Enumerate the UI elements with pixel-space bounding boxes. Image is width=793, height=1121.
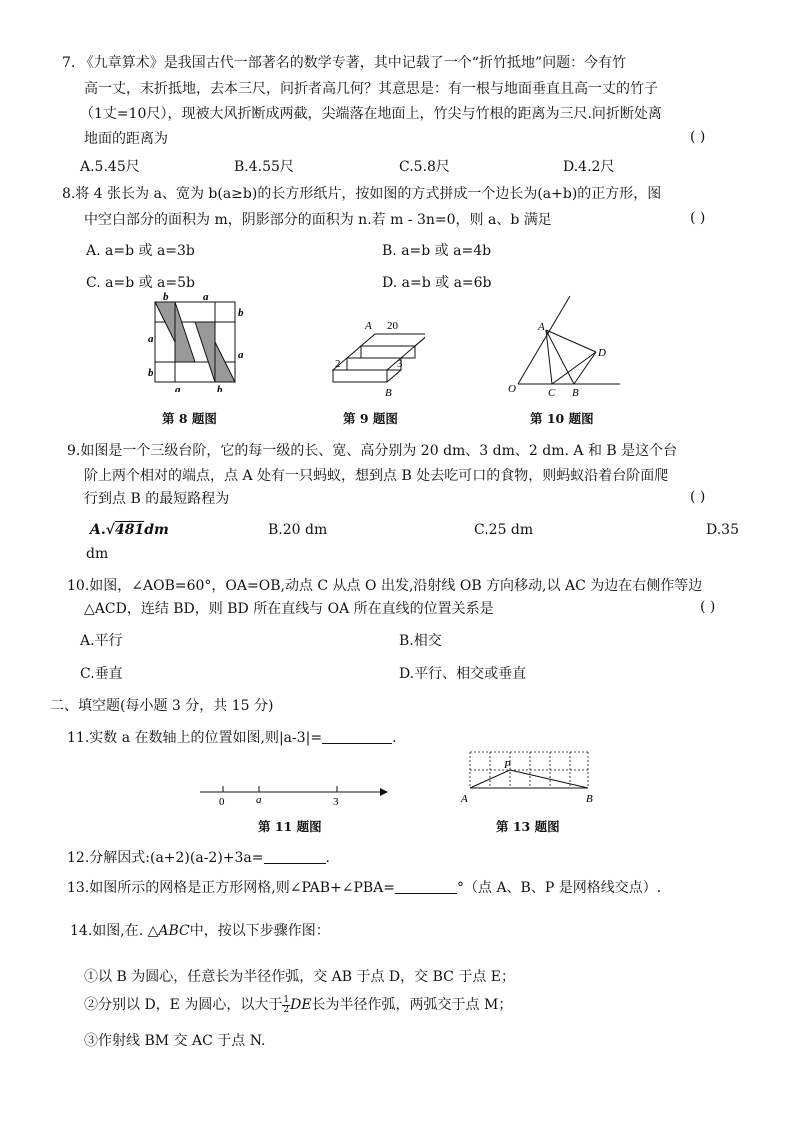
q9-option-d: D.35	[706, 522, 739, 538]
q11-prompt: 11.实数 a 在数轴上的位置如图,则|a-3|=	[67, 730, 323, 746]
q8-option-c: C. a=b 或 a=5b	[86, 275, 195, 291]
q10-option-b: B.相交	[399, 633, 442, 649]
q14-step2-prefix: ②分别以 D，E 为圆心，以大于	[84, 997, 283, 1013]
fig8-shaded-triangle	[195, 322, 215, 382]
q14-step2-suffix: 长为半径作弧，两弧交于点 M；	[311, 997, 513, 1013]
q12-end: .	[325, 850, 330, 866]
fig11-arrow	[380, 788, 388, 796]
q7-line-2: 高一丈，末折抵地，去本三尺，问折者高几何？其意思是：有一根与地面垂直且高一丈的竹子	[84, 81, 658, 97]
fig13-label-p: P	[504, 759, 511, 771]
q8-answer-paren: ( )	[690, 210, 706, 226]
q10-option-c: C.垂直	[80, 666, 123, 682]
q8-line-1: 8.将 4 张长为 a、宽为 b(a≥b)的长方形纸片，按如图的方式拼成一个边长为(a+b)的正方形，图	[62, 186, 662, 202]
fig9-label-a: A	[365, 320, 372, 332]
q12-text	[67, 848, 330, 868]
q9-option-d-unit: dm	[86, 546, 109, 562]
fig8-label: a	[148, 333, 154, 345]
q7-line-4: 地面的距离为	[84, 131, 168, 147]
q14-intro	[70, 921, 330, 941]
figure-11	[195, 780, 395, 810]
q7-option-d: D.4.2尺	[563, 159, 615, 175]
q10-answer-paren: ( )	[700, 599, 716, 615]
q14-step-1: ①以 B 为圆心，任意长为半径作弧，交 AB 于点 D，交 BC 于点 E；	[84, 969, 515, 985]
fig8-label: b	[148, 367, 154, 379]
fig9-label-2: 2	[335, 358, 341, 370]
fig11-label: a	[256, 794, 262, 806]
q9-line-2: 阶上两个相对的端点，点 A 处有一只蚂蚁，想到点 B 处去吃可口的食物，则蚂蚁沿着台阶面爬	[84, 468, 669, 484]
fig11-label: 3	[333, 796, 339, 808]
fig10-label-a: A	[538, 321, 545, 333]
fig8-caption: 第 8 题图	[162, 411, 217, 426]
sqrt-icon: √	[105, 522, 115, 538]
q8-line-2: 中空白部分的面积为 m，阴影部分的面积为 n.若 m - 3n=0，则 a、b 满足	[84, 212, 552, 228]
fig9-label-20: 20	[387, 320, 398, 332]
q7-line-1: 7. 《九章算术》是我国古代一部著名的数学专著，其中记载了一个“折竹抵地”问题：今有竹	[62, 55, 627, 71]
q11-end: .	[392, 730, 397, 746]
q10-option-a: A.平行	[80, 633, 123, 649]
fig8-label: a	[175, 384, 181, 392]
q14-fraction-num: 1	[283, 994, 290, 1005]
q10-line-2: △ACD，连结 BD，则 BD 所在直线与 OA 所在直线的位置关系是	[84, 601, 494, 617]
q8-option-a: A. a=b 或 a=3b	[86, 243, 195, 259]
q14-fraction-den: 2	[283, 1004, 290, 1015]
q9-option-a-unit: dm	[144, 522, 169, 538]
q11-text	[67, 728, 397, 748]
fig10-label-c: C	[548, 387, 556, 399]
q14-step-3: ③作射线 BM 交 AC 于点 N.	[84, 1033, 266, 1049]
fig8-label: b	[238, 307, 244, 319]
q9-line-3: 行到点 B 的最短路程为	[84, 491, 230, 507]
q9-line-1: 9.如图是一个三级台阶，它的每一级的长、宽、高分别为 20 dm、3 dm、2 dm. A 和 B 是这个台	[67, 443, 678, 459]
q14-step-2	[84, 995, 512, 1015]
q7-option-c: C.5.8尺	[399, 159, 450, 175]
q9-option-b: B.20 dm	[268, 522, 328, 538]
fig9-label-3: 3	[397, 358, 403, 370]
q14-triangle: △ABC	[147, 923, 190, 939]
q8-option-b: B. a=b 或 a=4b	[382, 243, 492, 259]
fig13-caption: 第 13 题图	[496, 819, 560, 834]
fig13-label-b: B	[586, 793, 593, 805]
figure-8	[145, 292, 255, 392]
fig13-pb	[510, 770, 588, 788]
section2-title: 二、填空题(每小题 3 分，共 15 分)	[50, 698, 274, 714]
q12-prompt: 12.分解因式:(a+2)(a-2)+3a=	[67, 850, 264, 866]
q7-option-b: B.4.55尺	[234, 159, 294, 175]
fig8-label: a	[238, 349, 244, 361]
fig10-label-o: O	[508, 383, 516, 395]
fig10-lines	[518, 296, 620, 384]
q12-answer-blank[interactable]	[264, 849, 326, 864]
fig11-label: 0	[219, 796, 225, 808]
fig8-label: b	[163, 292, 169, 303]
q13-answer-blank[interactable]	[395, 879, 457, 894]
q9-option-c: C.25 dm	[474, 522, 534, 538]
fig13-grid	[470, 752, 588, 788]
q10-line-1: 10.如图，∠AOB=60°，OA=OB,动点 C 从点 O 出发,沿射线 OB 方向移动,以 AC 为边在右侧作等边	[67, 578, 703, 594]
figure-10	[500, 292, 625, 400]
fig8-label: a	[203, 292, 209, 303]
fig10-label-d: D	[598, 347, 606, 359]
fig9-label-b: B	[385, 387, 392, 399]
q14-intro-prefix: 14.如图,在.	[70, 923, 144, 939]
q9-answer-paren: ( )	[690, 489, 706, 505]
q7-line-3: （1丈=10尺），现被大风折断成两截，尖端落在地面上，竹尖与竹根的距离为三尺.问折断处离	[80, 106, 662, 122]
fig10-caption: 第 10 题图	[530, 411, 594, 426]
fig9-caption: 第 9 题图	[343, 411, 398, 426]
q11-answer-blank[interactable]	[322, 729, 392, 744]
q10-option-d: D.平行、相交或垂直	[399, 666, 527, 682]
q8-option-d: D. a=b 或 a=6b	[382, 275, 492, 291]
fig11-caption: 第 11 题图	[258, 819, 322, 834]
fig8-label: b	[217, 384, 223, 392]
q14-intro-suffix: 中，按以下步骤作图：	[189, 923, 330, 939]
q9-option-a	[90, 520, 169, 540]
fig8-shaded-triangle	[175, 302, 195, 362]
figure-9	[325, 315, 425, 400]
figure-13	[460, 748, 600, 810]
q7-answer-paren: ( )	[690, 129, 706, 145]
q9-option-a-radicand: 481	[114, 522, 145, 538]
q7-option-a: A.5.45尺	[80, 159, 140, 175]
q13-prompt: 13.如图所示的网格是正方形网格,则∠PAB+∠PBA=	[67, 880, 395, 896]
fig10-label-b: B	[572, 387, 579, 399]
fig13-label-a: A	[461, 793, 468, 805]
q13-end: °（点 A、B、P 是网格线交点）.	[457, 880, 662, 896]
q9-option-a-prefix: A.	[90, 522, 106, 538]
q13-text	[67, 878, 661, 898]
q14-de: DE	[290, 997, 312, 1013]
fig9-staircase	[333, 334, 425, 382]
q14-fraction	[282, 996, 290, 1015]
